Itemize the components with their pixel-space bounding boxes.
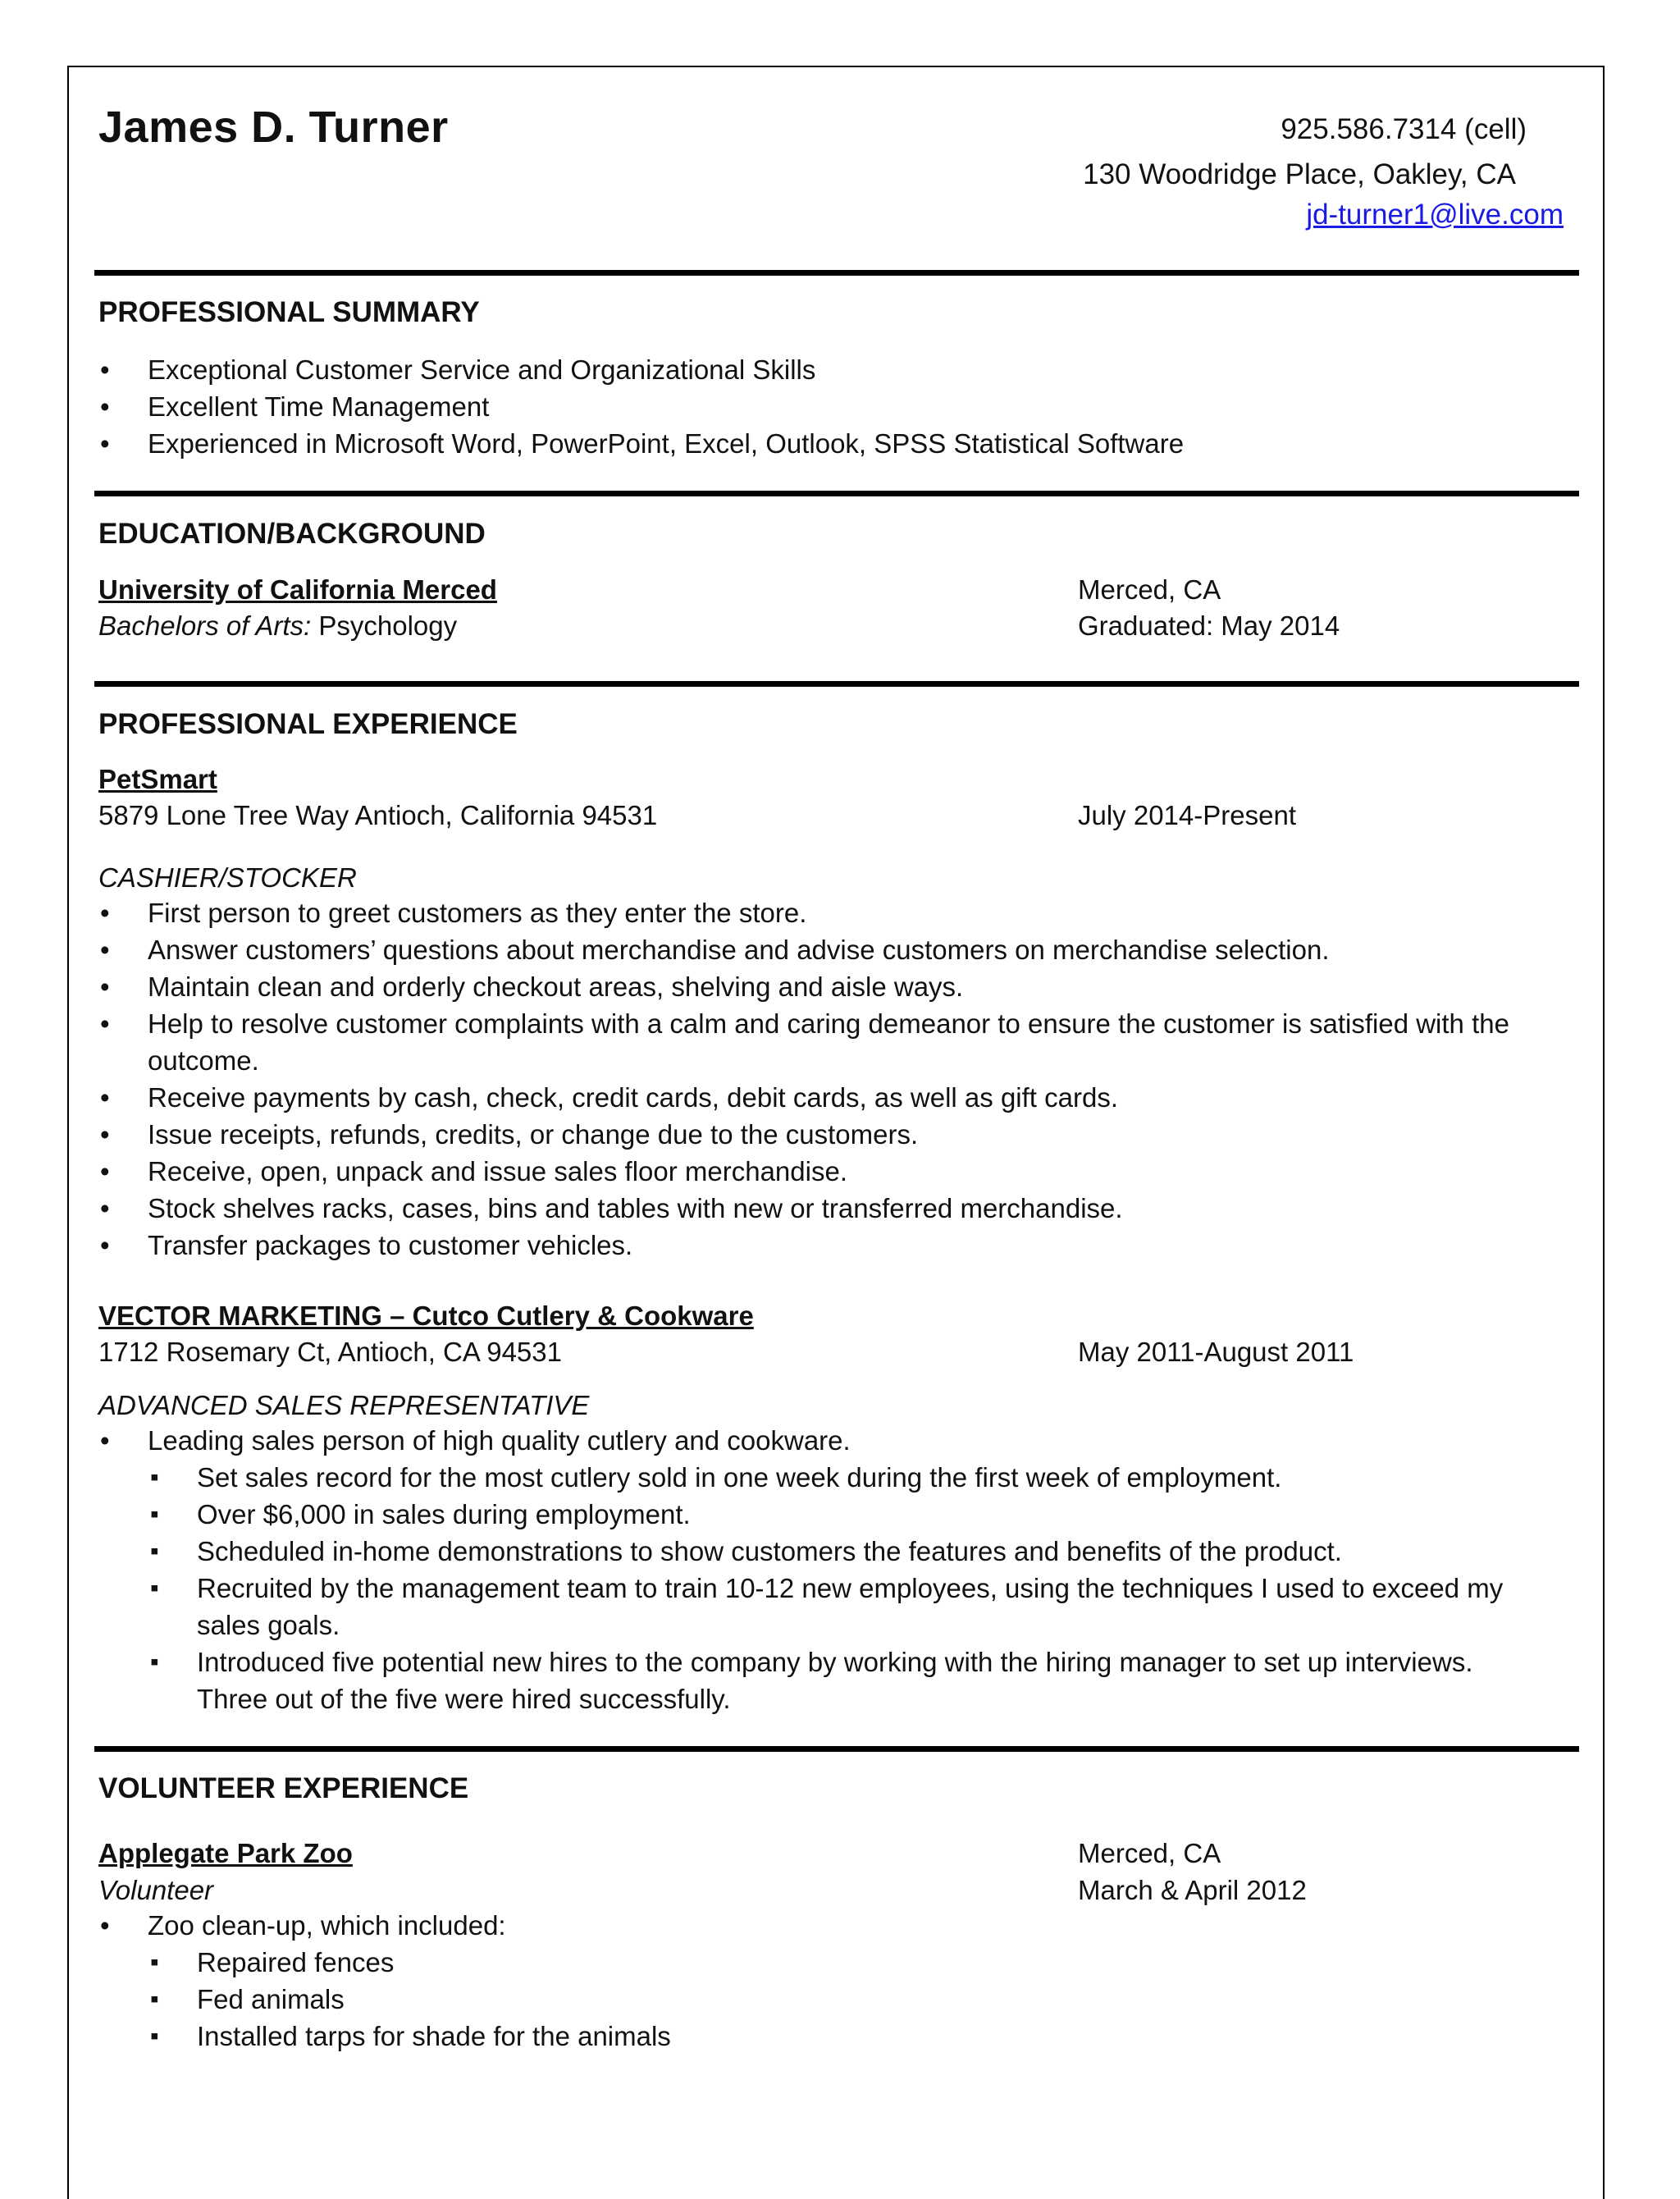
list-item: • Zoo clean-up, which included: xyxy=(98,1907,1546,1944)
volunteer-tasks-list xyxy=(98,1944,1546,2055)
list-item: • Receive payments by cash, check, credit cards, debit cards, as well as gift cards. xyxy=(98,1079,1546,1116)
list-item: • Maintain clean and orderly checkout areas, shelving and aisle ways. xyxy=(98,968,1546,1005)
candidate-name: James D. Turner xyxy=(98,103,449,152)
list-item: • First person to greet customers as they enter the store. xyxy=(98,894,1546,931)
job-company: PetSmart xyxy=(98,764,217,794)
list-item: • Stock shelves racks, cases, bins and tables with new or transferred merchandise. xyxy=(98,1190,1546,1227)
list-item: ▪ Over $6,000 in sales during employment. xyxy=(98,1496,1546,1533)
job-dates: July 2014-Present xyxy=(1078,800,1296,830)
school-location: Merced, CA xyxy=(1078,574,1221,605)
list-item: ▪ Recruited by the management team to train 10-12 new employees, using the techniques I used to exceed my sales goals. xyxy=(98,1570,1546,1644)
home-address: 130 Woodridge Place, Oakley, CA xyxy=(1083,158,1516,190)
volunteer-heading: VOLUNTEER EXPERIENCE xyxy=(98,1772,469,1804)
volunteer-role: Volunteer xyxy=(98,1875,214,1905)
summary-heading: PROFESSIONAL SUMMARY xyxy=(98,296,480,328)
phone-number: 925.586.7314 (cell) xyxy=(1281,113,1527,145)
volunteer-location: Merced, CA xyxy=(1078,1838,1221,1868)
degree-label: Bachelors of Arts: xyxy=(98,610,312,641)
list-item: • Exceptional Customer Service and Organizational Skills xyxy=(98,351,1567,388)
degree-major: Psychology xyxy=(311,610,458,641)
job-company: VECTOR MARKETING – Cutco Cutlery & Cookware xyxy=(98,1301,754,1331)
volunteer-duties-list xyxy=(98,1907,1546,1944)
volunteer-org: Applegate Park Zoo xyxy=(98,1838,353,1868)
job-duties-list xyxy=(98,894,1546,1264)
list-item: • Experienced in Microsoft Word, PowerPoint, Excel, Outlook, SPSS Statistical Software xyxy=(98,425,1567,462)
section-divider xyxy=(94,1746,1579,1752)
list-item: • Receive, open, unpack and issue sales floor merchandise. xyxy=(98,1153,1546,1190)
school-name: University of California Merced xyxy=(98,574,497,605)
list-item: • Leading sales person of high quality cutlery and cookware. xyxy=(98,1422,1546,1459)
list-item: • Help to resolve customer complaints with a calm and caring demeanor to ensure the customer is satisfied with the outcome. xyxy=(98,1005,1546,1079)
job-achievements-list xyxy=(98,1459,1546,1717)
list-item: ▪ Set sales record for the most cutlery sold in one week during the first week of employment. xyxy=(98,1459,1546,1496)
list-item: ▪ Fed animals xyxy=(98,1981,1546,2018)
list-item: ▪ Scheduled in-home demonstrations to show customers the features and benefits of the product. xyxy=(98,1533,1546,1570)
graduation-date: Graduated: May 2014 xyxy=(1078,610,1340,641)
job-duties-list xyxy=(98,1422,1546,1459)
job-title: CASHIER/STOCKER xyxy=(98,862,357,893)
section-divider xyxy=(94,491,1579,496)
job-address: 1712 Rosemary Ct, Antioch, CA 94531 xyxy=(98,1337,562,1367)
list-item: • Answer customers’ questions about merchandise and advise customers on merchandise selection. xyxy=(98,931,1546,968)
job-title: ADVANCED SALES REPRESENTATIVE xyxy=(98,1390,590,1420)
list-item: ▪ Introduced five potential new hires to the company by working with the hiring manager to set up interviews. Three out of the five were hired successfully. xyxy=(98,1644,1546,1717)
summary-list xyxy=(98,351,1567,462)
list-item: ▪ Repaired fences xyxy=(98,1944,1546,1981)
experience-heading: PROFESSIONAL EXPERIENCE xyxy=(98,708,518,740)
job-address: 5879 Lone Tree Way Antioch, California 94531 xyxy=(98,800,658,830)
job-dates: May 2011-August 2011 xyxy=(1078,1337,1354,1367)
section-divider xyxy=(94,270,1579,276)
list-item: ▪ Installed tarps for shade for the animals xyxy=(98,2018,1546,2055)
degree xyxy=(98,610,457,642)
list-item: • Transfer packages to customer vehicles. xyxy=(98,1227,1546,1264)
section-divider xyxy=(94,681,1579,687)
list-item: • Excellent Time Management xyxy=(98,388,1567,425)
email-link[interactable]: jd-turner1@live.com xyxy=(1306,199,1564,231)
volunteer-dates: March & April 2012 xyxy=(1078,1875,1307,1905)
education-heading: EDUCATION/BACKGROUND xyxy=(98,518,486,550)
list-item: • Issue receipts, refunds, credits, or change due to the customers. xyxy=(98,1116,1546,1153)
